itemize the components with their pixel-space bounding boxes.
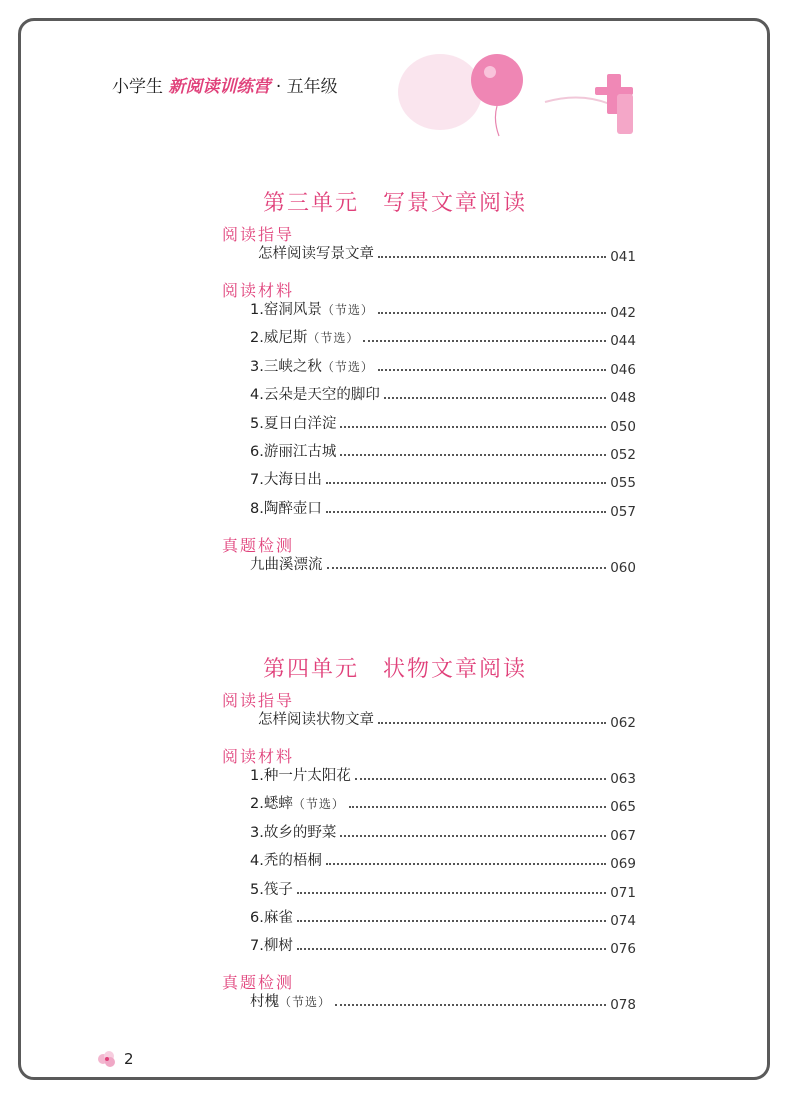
- category-label: 阅读指导: [222, 691, 295, 710]
- header-prefix: 小学生: [112, 77, 163, 97]
- entry-title: 6.麻雀: [250, 910, 293, 926]
- toc-entry[interactable]: [250, 792, 636, 814]
- entry-page-number: 046: [610, 361, 636, 378]
- dot-leader: [355, 777, 606, 780]
- toc-entry[interactable]: [250, 326, 636, 348]
- entry-page-number: 065: [610, 799, 636, 816]
- entry-page-number: 050: [610, 418, 636, 435]
- entry-note: （节选）: [321, 359, 374, 374]
- dot-leader: [326, 862, 606, 865]
- section-title: 第三单元 写景文章阅读: [262, 191, 527, 216]
- entry-page-number: 071: [610, 884, 636, 901]
- entry-page-number: 044: [610, 333, 636, 350]
- page-footer: [96, 1050, 134, 1068]
- toc-entry[interactable]: [250, 553, 636, 575]
- entry-page-number: 041: [610, 249, 636, 265]
- entry-note: （节选）: [307, 331, 360, 346]
- entry-title: 1.窑洞风景: [250, 302, 322, 318]
- dot-leader: [326, 481, 606, 484]
- entry-title: 怎样阅读写景文章: [258, 246, 374, 262]
- entry-note: （节选）: [321, 303, 374, 317]
- toc-entry[interactable]: [250, 821, 636, 843]
- toc-entry[interactable]: [258, 708, 636, 730]
- dot-leader: [349, 805, 606, 808]
- entry-page-number: 063: [610, 771, 636, 787]
- category-label: 真题检测: [222, 973, 295, 993]
- header-brand: 新阅读训练营: [168, 77, 271, 97]
- category-label: 阅读材料: [222, 281, 295, 300]
- entry-title: 3.三峡之秋: [250, 358, 322, 375]
- toc-entry[interactable]: [250, 440, 636, 462]
- entry-title: 九曲溪漂流: [250, 556, 323, 573]
- toc-entry[interactable]: [250, 934, 636, 956]
- entry-page-number: 048: [610, 390, 636, 407]
- entry-title: 4.秃的梧桐: [250, 853, 322, 870]
- entry-page-number: 062: [610, 715, 636, 731]
- toc-entry[interactable]: [258, 242, 636, 264]
- toc-entry[interactable]: [250, 298, 636, 320]
- section-title: 第四单元 状物文章阅读: [262, 657, 527, 682]
- dot-leader: [378, 255, 606, 258]
- dot-leader: [327, 566, 607, 569]
- dot-leader: [335, 1003, 606, 1006]
- entry-title: 2.威尼斯: [250, 330, 308, 347]
- category-label: 真题检测: [222, 535, 295, 555]
- entry-page-number: 069: [610, 856, 636, 873]
- entry-title: 1.种一片太阳花: [250, 768, 351, 784]
- toc-entry[interactable]: [250, 468, 636, 490]
- toc-entry[interactable]: [250, 497, 636, 519]
- dot-leader: [363, 339, 606, 342]
- dot-leader: [384, 396, 606, 399]
- toc-entry[interactable]: [250, 412, 636, 434]
- entry-title: 6.游丽江古城: [250, 444, 337, 460]
- entry-page-number: 060: [610, 559, 636, 576]
- category-label: 阅读材料: [222, 747, 295, 766]
- entry-title: 2.蟋蟀: [250, 796, 293, 813]
- entry-note: （节选）: [292, 797, 345, 812]
- dot-leader: [297, 891, 606, 894]
- toc-entry[interactable]: [250, 906, 636, 928]
- entry-title: 村槐: [250, 994, 279, 1011]
- entry-title: 8.陶醉壶口: [250, 500, 322, 517]
- dot-leader: [340, 834, 606, 837]
- toc-entry[interactable]: [250, 849, 636, 871]
- dot-leader: [378, 721, 606, 724]
- entry-page-number: 074: [610, 913, 636, 929]
- toc-entry[interactable]: [250, 383, 636, 405]
- running-header: [112, 72, 338, 97]
- dot-leader: [326, 510, 606, 513]
- dot-leader: [378, 368, 606, 371]
- entry-title: 3.故乡的野菜: [250, 824, 337, 841]
- dot-leader: [297, 947, 606, 950]
- entry-page-number: 042: [610, 305, 636, 321]
- toc-entry[interactable]: [250, 990, 636, 1012]
- dot-leader: [378, 311, 606, 314]
- balloon-decoration-icon: [395, 32, 695, 142]
- entry-title: 7.柳树: [250, 938, 293, 955]
- entry-page-number: 067: [610, 827, 636, 844]
- entry-note: （节选）: [279, 995, 332, 1010]
- toc-entry[interactable]: [250, 764, 636, 786]
- header-suffix: · 五年级: [275, 77, 338, 97]
- entry-page-number: 078: [610, 997, 636, 1014]
- entry-title: 7.大海日出: [250, 472, 322, 489]
- category-label: 阅读指导: [222, 225, 295, 244]
- toc-entry[interactable]: [250, 878, 636, 900]
- entry-title: 5.筏子: [250, 881, 293, 898]
- entry-title: 怎样阅读状物文章: [258, 712, 374, 728]
- entry-page-number: 057: [610, 503, 636, 520]
- entry-title: 4.云朵是天空的脚印: [250, 387, 380, 404]
- page-number: 2: [124, 1050, 134, 1068]
- dot-leader: [340, 453, 606, 456]
- entry-page-number: 055: [610, 475, 636, 492]
- entry-page-number: 076: [610, 941, 636, 958]
- entry-page-number: 052: [610, 447, 636, 463]
- toc-entry[interactable]: [250, 355, 636, 377]
- entry-title: 5.夏日白洋淀: [250, 415, 337, 432]
- dot-leader: [340, 425, 606, 428]
- dot-leader: [297, 919, 606, 922]
- flower-icon: [96, 1050, 118, 1068]
